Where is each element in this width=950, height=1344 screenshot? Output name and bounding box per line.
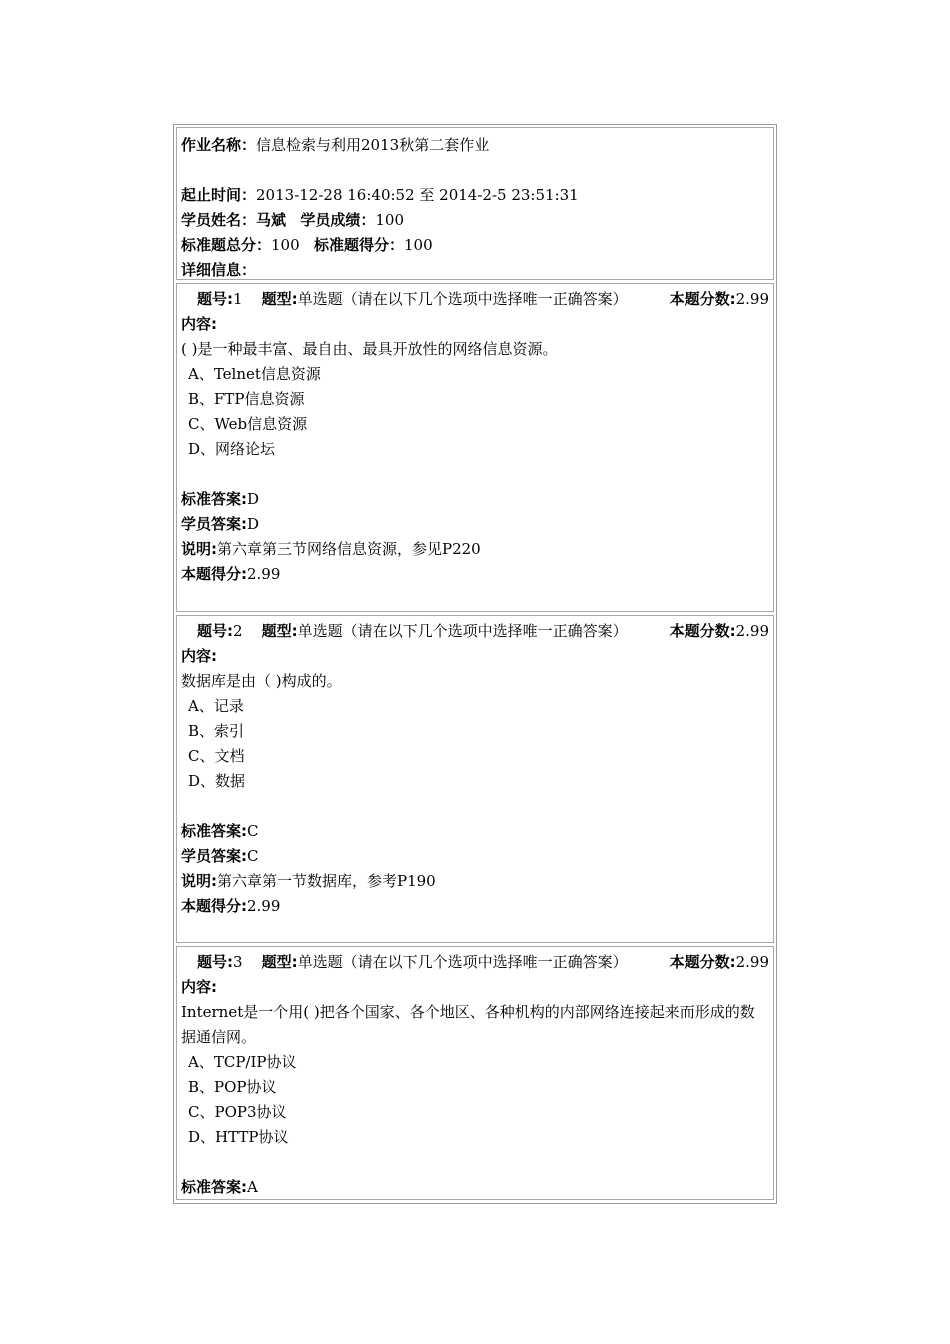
- question-block: [176, 615, 774, 943]
- option-d: D、HTTP协议: [188, 1128, 289, 1146]
- standard-answer: A: [247, 1178, 258, 1196]
- total-score-value: 100: [271, 236, 300, 254]
- question-header: [181, 950, 769, 975]
- question-score-label: 本题分数:: [669, 953, 736, 971]
- got-score-value: 100: [403, 236, 433, 254]
- content-label: 内容:: [181, 315, 217, 333]
- got-score-label: 标准题得分：: [313, 236, 404, 254]
- explanation-label: 说明:: [181, 872, 217, 890]
- detail-row: [181, 258, 769, 280]
- student-answer-label: 学员答案:: [181, 847, 247, 865]
- question-content: ( )是一种最丰富、最自由、最具开放性的网络信息资源。: [181, 340, 558, 358]
- student-answer-label: 学员答案:: [181, 515, 247, 533]
- question-type-label: 题型:: [261, 290, 298, 308]
- got-score-label: 本题得分:: [181, 897, 247, 915]
- student-answer: D: [247, 515, 260, 533]
- content-label: 内容:: [181, 647, 217, 665]
- option-a: A、TCP/IP协议: [188, 1053, 297, 1071]
- option-b: B、POP协议: [188, 1078, 277, 1096]
- detail-label: 详细信息：: [181, 261, 257, 279]
- explanation: 第六章第三节网络信息资源，参见P220: [217, 540, 481, 558]
- question-type-label: 题型:: [261, 622, 298, 640]
- time-range-label: 起止时间：: [181, 186, 257, 204]
- question-score-label: 本题分数:: [669, 290, 736, 308]
- got-score: 2.99: [247, 565, 281, 583]
- question-number: 1: [233, 290, 243, 308]
- homework-name-label: 作业名称：: [181, 136, 257, 154]
- homework-summary: [176, 127, 774, 280]
- question-type: 单选题（请在以下几个选项中选择唯一正确答案）: [297, 622, 628, 640]
- question-score: [670, 950, 769, 975]
- homework-name-row: [181, 133, 769, 158]
- student-answer: C: [247, 847, 259, 865]
- standard-answer: D: [247, 490, 260, 508]
- question-content: Internet是一个用( )把各个国家、各个地区、各种机构的内部网络连接起来而形成的数据通信网。: [181, 1003, 755, 1046]
- question-score-value: 2.99: [735, 290, 769, 308]
- question-number-label: 题号:: [197, 622, 233, 640]
- option-d: D、网络论坛: [188, 440, 276, 458]
- question-type-label: 题型:: [261, 953, 298, 971]
- total-score-label: 标准题总分：: [181, 236, 272, 254]
- question-score: [670, 287, 769, 312]
- score-row: [181, 233, 769, 258]
- standard-answer: C: [247, 822, 259, 840]
- question-block: [176, 283, 774, 612]
- option-c: C、POP3协议: [188, 1103, 287, 1121]
- option-b: B、索引: [188, 722, 245, 740]
- question-type: 单选题（请在以下几个选项中选择唯一正确答案）: [297, 290, 628, 308]
- question-header: [181, 619, 769, 644]
- standard-answer-label: 标准答案:: [181, 822, 247, 840]
- option-a: A、记录: [188, 697, 244, 715]
- question-score-label: 本题分数:: [669, 622, 736, 640]
- student-row: [181, 208, 769, 233]
- time-range-value: 2013-12-28 16:40:52 至 2014-2-5 23:51:31: [256, 186, 579, 204]
- student-grade-value: 100: [375, 211, 404, 229]
- got-score: 2.99: [247, 897, 281, 915]
- standard-answer-label: 标准答案:: [181, 1178, 247, 1196]
- content-label: 内容:: [181, 978, 217, 996]
- time-range-row: [181, 183, 769, 208]
- explanation: 第六章第一节数据库，参考P190: [217, 872, 436, 890]
- option-c: C、Web信息资源: [188, 415, 308, 433]
- option-c: C、文档: [188, 747, 245, 765]
- option-a: A、Telnet信息资源: [188, 365, 321, 383]
- question-score-value: 2.99: [735, 953, 769, 971]
- standard-answer-label: 标准答案:: [181, 490, 247, 508]
- question-type: 单选题（请在以下几个选项中选择唯一正确答案）: [297, 953, 628, 971]
- question-score: [670, 619, 769, 644]
- question-header: [181, 287, 769, 312]
- got-score-label: 本题得分:: [181, 565, 247, 583]
- option-d: D、数据: [188, 772, 246, 790]
- homework-name-value: 信息检索与利用2013秋第二套作业: [256, 136, 490, 154]
- question-content: 数据库是由（ )构成的。: [181, 672, 342, 690]
- question-number: 2: [233, 622, 243, 640]
- student-name-label: 学员姓名：: [181, 211, 257, 229]
- question-block: [176, 946, 774, 1200]
- student-grade-label: 学员成绩：: [300, 211, 376, 229]
- question-number-label: 题号:: [197, 953, 233, 971]
- question-number-label: 题号:: [197, 290, 233, 308]
- question-score-value: 2.99: [735, 622, 769, 640]
- homework-result-table: [173, 124, 777, 1204]
- student-name-value: 马斌: [256, 211, 287, 229]
- explanation-label: 说明:: [181, 540, 217, 558]
- option-b: B、FTP信息资源: [188, 390, 305, 408]
- question-number: 3: [233, 953, 243, 971]
